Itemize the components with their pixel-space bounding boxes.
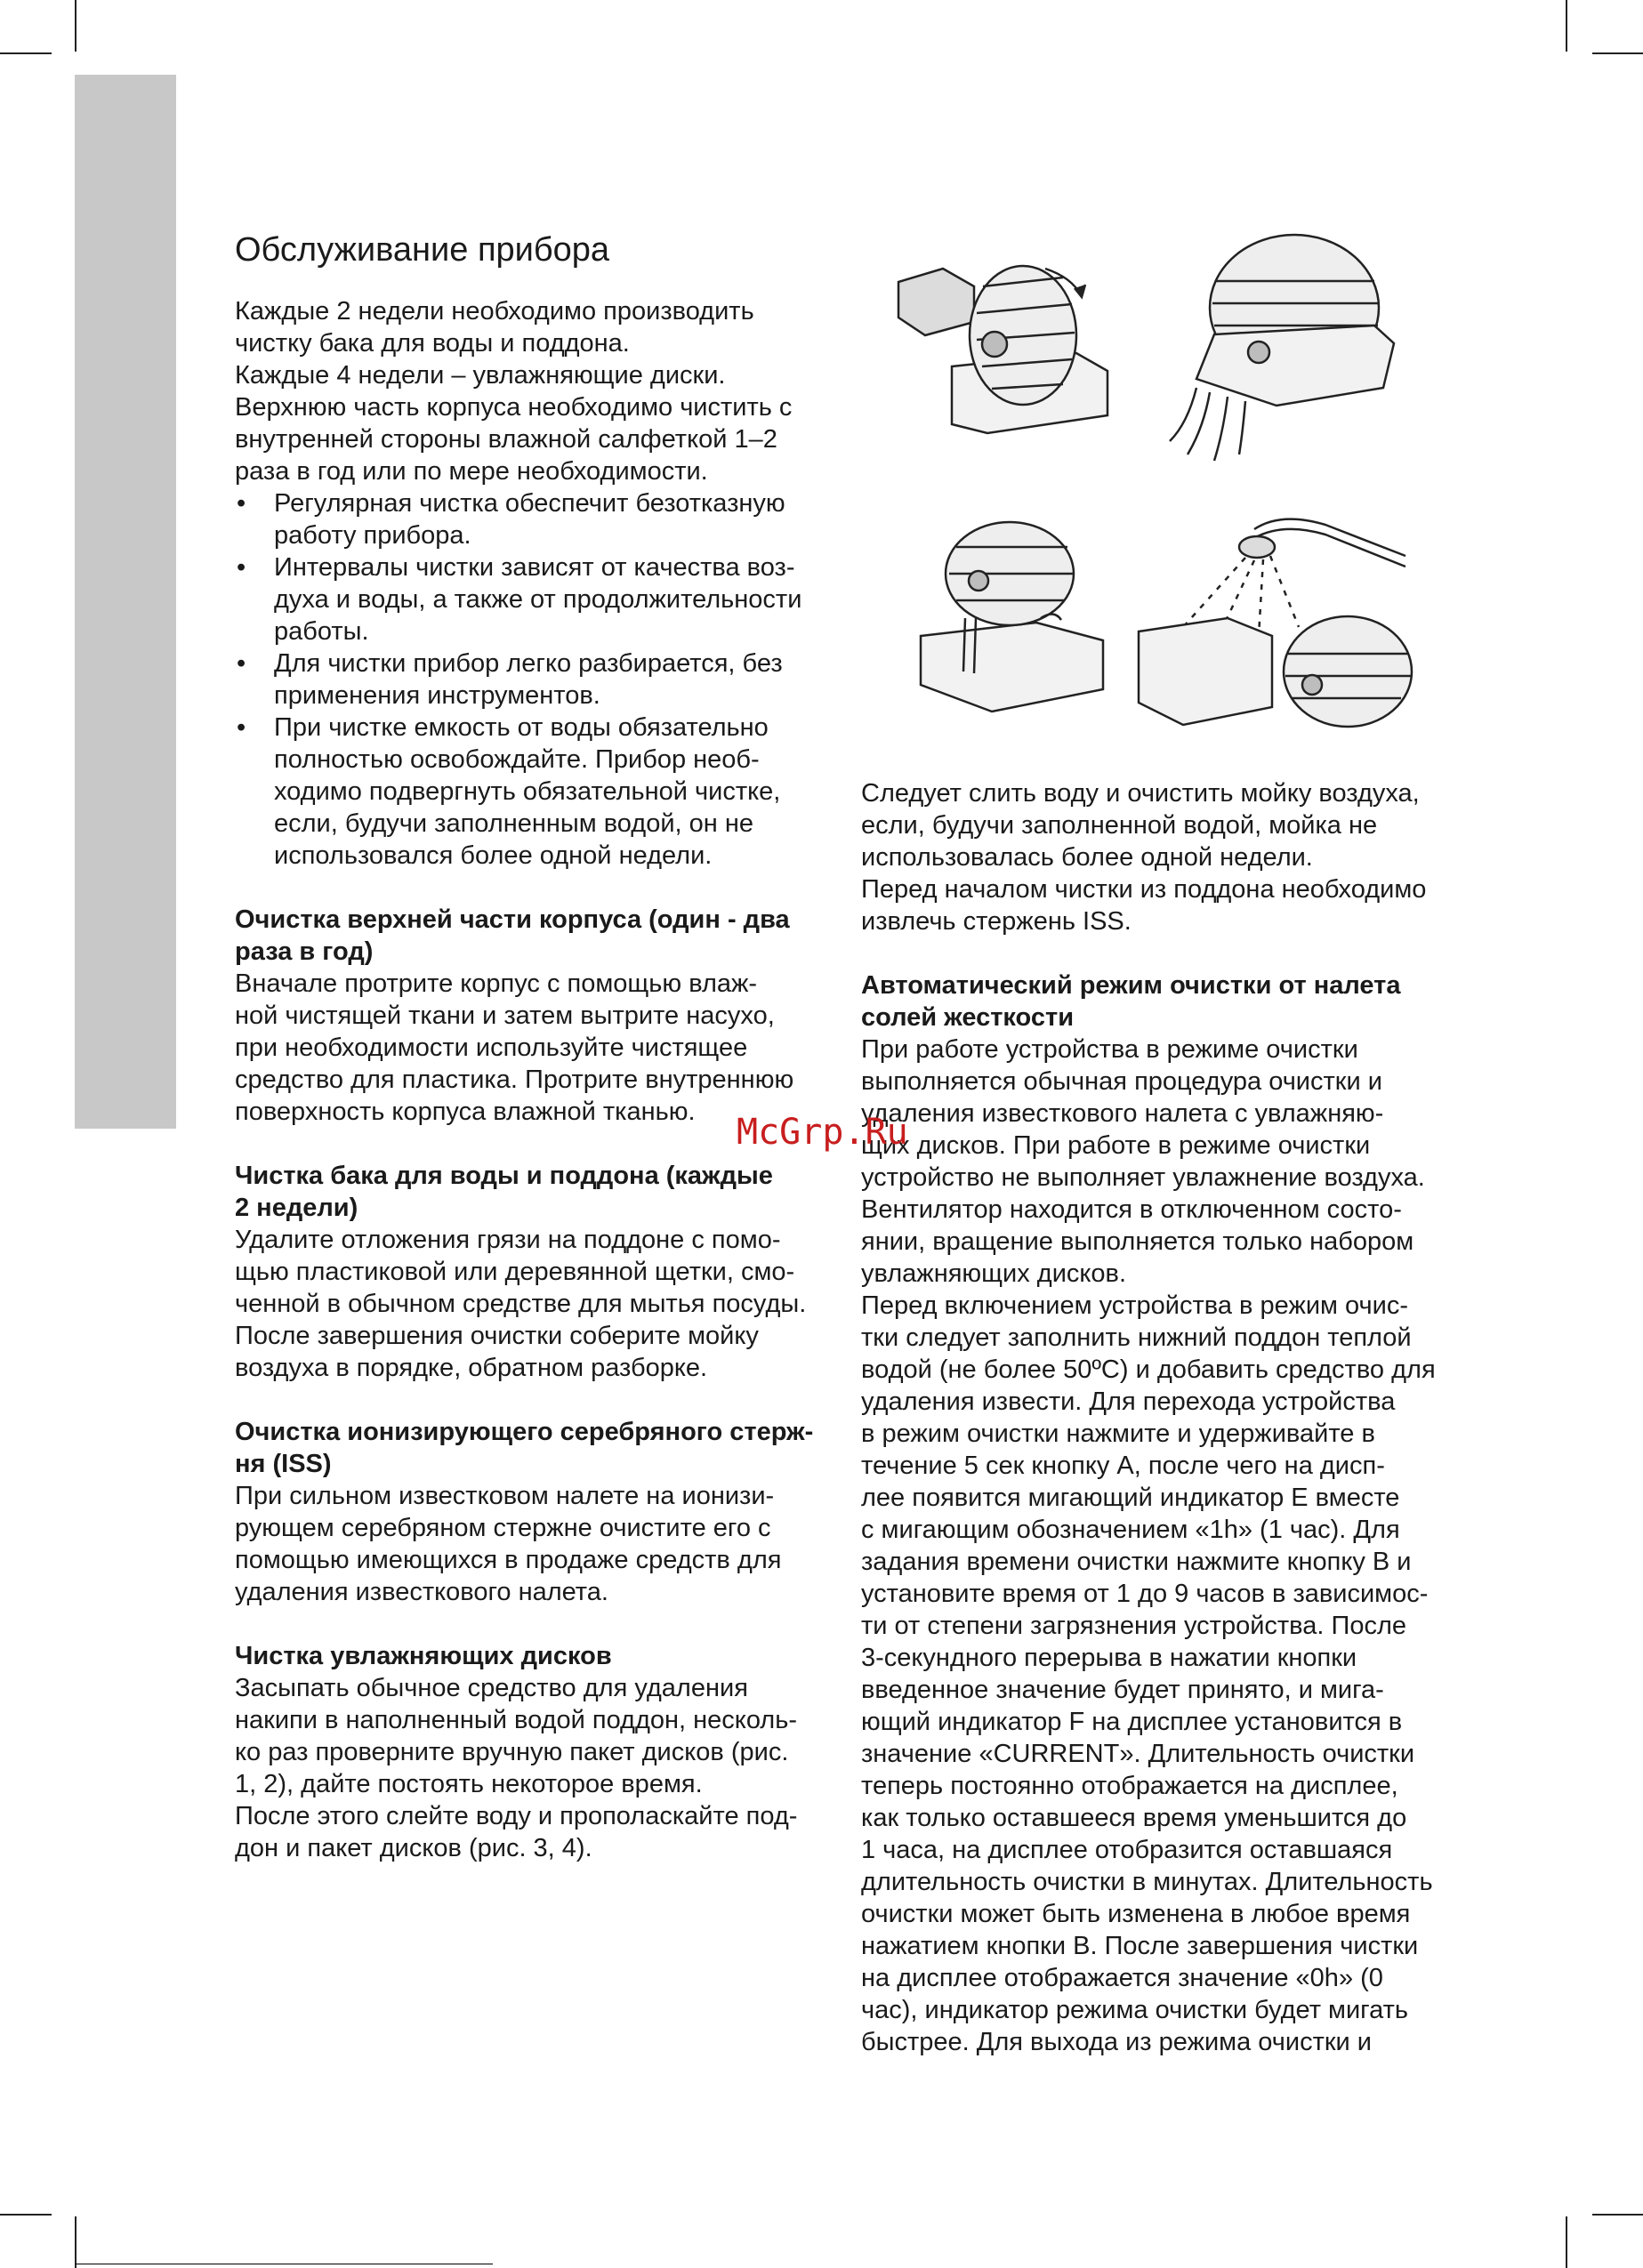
crop-mark: [0, 52, 52, 54]
text-line: с мигающим обозначением «1h» (1 час). Для: [861, 1516, 1400, 1544]
crop-mark: [1592, 52, 1643, 54]
text-line: дон и пакет дисков (рис. 3, 4).: [235, 1834, 592, 1862]
text-line: нажатием кнопки В. После завершения чистки: [861, 1932, 1419, 1960]
bullet-list: [235, 487, 822, 872]
text-line: Каждые 2 недели необходимо производить: [235, 297, 754, 326]
text-line: удаления извести. Для перехода устройства: [861, 1387, 1396, 1416]
crop-mark: [75, 0, 77, 52]
text-line: использовалась более одной недели.: [861, 843, 1313, 872]
text-line: лее появится мигающий индикатор E вместе: [861, 1484, 1400, 1512]
text-line: ко раз проверните вручную пакет дисков (рис.: [235, 1738, 789, 1766]
text-line: • Регулярная чистка обеспечит безотказную: [274, 489, 785, 518]
text-line: • Для чистки прибор легко разбирается, без: [274, 649, 783, 678]
left-column: [235, 229, 822, 1864]
text-line: Каждые 4 недели – увлажняющие диски.: [235, 361, 726, 390]
section-heading: Очистка ионизирующего серебряного стерж-: [235, 1418, 814, 1446]
text-line: внутренней стороны влажной салфеткой 1–2: [235, 425, 777, 454]
text-line: полностью освобождайте. Прибор необ-: [274, 745, 760, 774]
text-line: при необходимости используйте чистящее: [235, 1033, 748, 1062]
right-intro-paragraph: [861, 777, 1457, 937]
text-line: янии, вращение выполняется только набором: [861, 1227, 1414, 1256]
crop-mark: [1566, 0, 1567, 52]
figure-1-disc-removal: [890, 251, 1121, 451]
section-heading: Чистка бака для воды и поддона (каждые: [235, 1162, 773, 1190]
text-line: Удалите отложения грязи на поддоне с помо-: [235, 1226, 781, 1254]
section-discs: [235, 1640, 822, 1864]
text-line: раза в год или по мере необходимости.: [235, 457, 708, 486]
text-line: значение «CURRENT». Длительность очистки: [861, 1740, 1415, 1768]
text-line: работу прибора.: [274, 521, 471, 550]
bullet-item: [235, 487, 822, 551]
text-line: помощью имеющихся в продаже средств для: [235, 1546, 782, 1574]
page-title: Обслуживание прибора: [235, 231, 610, 269]
text-line: тки следует заполнить нижний поддон теплой: [861, 1323, 1412, 1352]
right-column: [861, 777, 1457, 2058]
text-line: накипи в наполненный водой поддон, несколь-: [235, 1706, 797, 1734]
text-line: если, будучи заполненной водой, мойка не: [861, 811, 1378, 840]
right-section-body: [861, 1033, 1457, 2058]
text-line: 3-секундного перерыва в нажатии кнопки: [861, 1644, 1357, 1672]
text-line: очистки может быть изменена в любое время: [861, 1900, 1411, 1928]
text-line: Вначале протрите корпус с помощью влаж-: [235, 969, 758, 998]
text-line: выполняется обычная процедура очистки и: [861, 1067, 1382, 1096]
text-line: как только оставшееся время уменьшится до: [861, 1804, 1407, 1832]
text-line: поверхность корпуса влажной тканью.: [235, 1098, 696, 1126]
text-line: удаления известкового налета.: [235, 1578, 608, 1606]
text-line: Засыпать обычное средство для удаления: [235, 1674, 748, 1702]
text-line: устройство не выполняет увлажнение воздуха.: [861, 1163, 1425, 1192]
text-line: извлечь стержень ISS.: [861, 907, 1132, 936]
watermark-text: McGrp.Ru: [737, 1112, 908, 1153]
crop-mark: [1566, 2216, 1567, 2268]
crop-mark: [75, 2216, 77, 2268]
text-line: если, будучи заполненным водой, он не: [274, 809, 753, 838]
text-line: ющий индикатор F на дисплее установится в: [861, 1708, 1403, 1736]
section-heading: Автоматический режим очистки от налета: [861, 971, 1401, 1000]
text-line: Следует слить воду и очистить мойку воздуха,: [861, 779, 1420, 808]
text-line: Перед включением устройства в режим очис-: [861, 1291, 1409, 1320]
text-line: работы.: [274, 617, 369, 646]
figure-4-hose-rinse: [1130, 503, 1414, 736]
section-upper-housing: [235, 904, 822, 1128]
text-line: водой (не более 50ºС) и добавить средство для: [861, 1355, 1436, 1384]
side-tab-bar: [75, 75, 176, 1129]
text-line: духа и воды, а также от продолжительности: [274, 585, 802, 614]
section-heading: Чистка увлажняющих дисков: [235, 1642, 612, 1670]
text-line: удаления известкового налета с увлажняю-: [861, 1099, 1384, 1128]
bullet-item: [235, 647, 822, 712]
text-line: После этого слейте воду и прополаскайте под-: [235, 1802, 798, 1830]
text-line: После завершения очистки соберите мойку: [235, 1322, 759, 1350]
text-line: установите время от 1 до 9 часов в зависимос-: [861, 1580, 1429, 1608]
section-heading: Очистка верхней части корпуса (один - два: [235, 905, 790, 934]
text-line: щих дисков. При работе в режиме очистки: [861, 1131, 1371, 1160]
text-line: введенное значение будет принято, и мига-: [861, 1676, 1384, 1704]
section-heading: раза в год): [235, 937, 374, 966]
text-line: 1 часа, на дисплее отобразится оставшаяся: [861, 1836, 1393, 1864]
text-line: течение 5 сек кнопку А, после чего на дисп-: [861, 1452, 1385, 1480]
text-line: Перед началом чистки из поддона необходимо: [861, 875, 1427, 904]
text-line: При сильном известковом налете на ионизи-: [235, 1482, 775, 1510]
crop-mark: [1592, 2214, 1643, 2216]
text-line: При работе устройства в режиме очистки: [861, 1035, 1358, 1064]
text-line: применения инструментов.: [274, 681, 600, 710]
text-line: ходимо подвергнуть обязательной чистке,: [274, 777, 781, 806]
text-line: час), индикатор режима очистки будет мигать: [861, 1996, 1409, 2024]
text-line: длительность очистки в минутах. Длительность: [861, 1868, 1433, 1896]
section-iss-rod: [235, 1416, 822, 1608]
figure-3-disc-lift: [912, 511, 1130, 729]
text-line: • Интервалы чистки зависят от качества воз-: [274, 553, 795, 582]
text-line: на дисплее отображается значение «0h» (0: [861, 1964, 1383, 1992]
section-water-tank: [235, 1160, 822, 1384]
text-line: 1, 2), дайте постоять некоторое время.: [235, 1770, 703, 1798]
text-line: Вентилятор находится в отключенном состо-: [861, 1195, 1402, 1224]
text-line: Верхнюю часть корпуса необходимо чистить с: [235, 393, 793, 422]
text-line: ти от степени загрязнения устройства. После: [861, 1612, 1407, 1640]
bullet-item: [235, 712, 822, 872]
intro-paragraph: [235, 295, 822, 487]
text-line: использовался более одной недели.: [274, 841, 713, 870]
section-heading: 2 недели): [235, 1194, 358, 1222]
bullet-item: [235, 551, 822, 647]
text-line: средство для пластика. Протрите внутреннюю: [235, 1066, 794, 1094]
text-line: теперь постоянно отображается на дисплее,: [861, 1772, 1398, 1800]
section-heading: солей жесткости: [861, 1003, 1075, 1032]
text-line: чистку бака для воды и поддона.: [235, 329, 630, 358]
section-auto-descale: [861, 969, 1457, 2058]
text-line: ной чистящей ткани и затем вытрите насухо,: [235, 1001, 775, 1030]
figure-2-disc-rinse: [1161, 228, 1399, 468]
section-heading: ня (ISS): [235, 1450, 332, 1478]
text-line: быстрее. Для выхода из режима очистки и: [861, 2028, 1373, 2056]
text-line: в режим очистки нажмите и удерживайте в: [861, 1420, 1375, 1448]
text-line: щью пластиковой или деревянной щетки, смо-: [235, 1258, 795, 1286]
text-line: • При чистке емкость от воды обязательно: [274, 713, 769, 742]
text-line: задания времени очистки нажмите кнопку В и: [861, 1548, 1412, 1576]
text-line: рующем серебряном стержне очистите его с: [235, 1514, 771, 1542]
text-line: воздуха в порядке, обратном разборке.: [235, 1354, 708, 1382]
crop-mark: [0, 2214, 52, 2216]
text-line: ченной в обычном средстве для мытья посуды.: [235, 1290, 807, 1318]
text-line: увлажняющих дисков.: [861, 1259, 1127, 1288]
